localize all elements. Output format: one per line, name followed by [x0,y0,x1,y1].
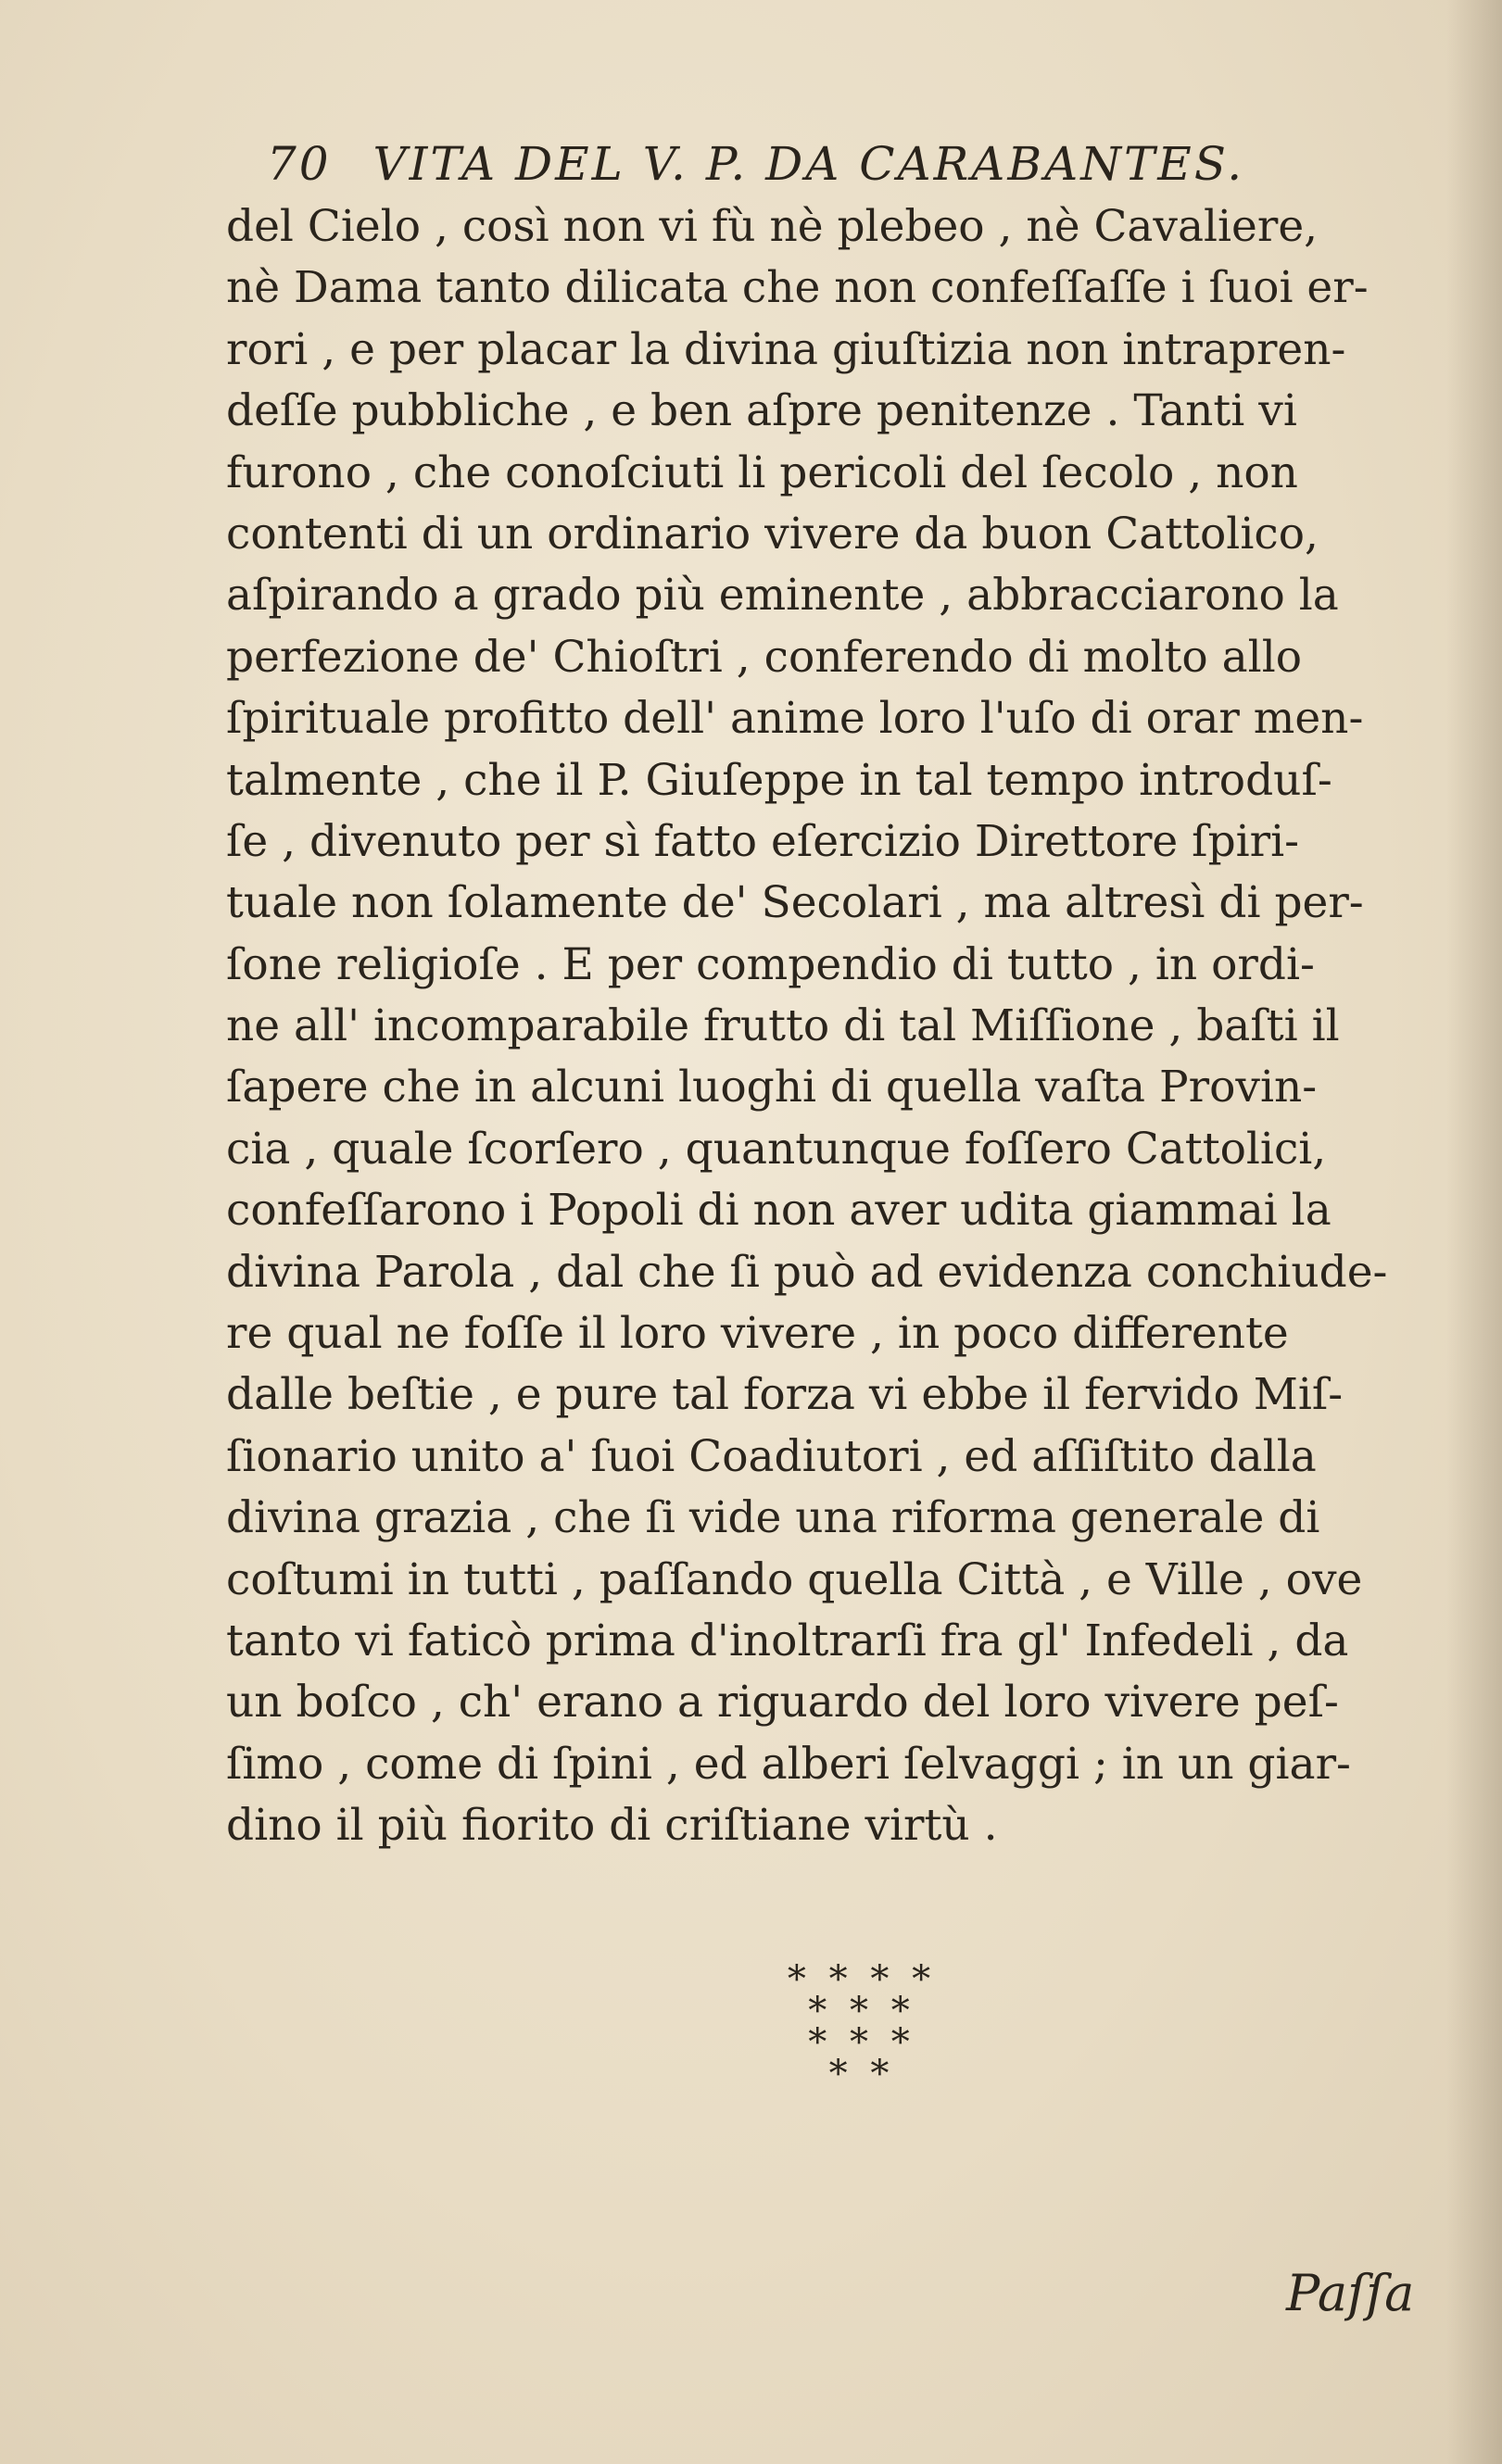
page-number: 70 [267,137,332,191]
text-line: ſionario unito a' ſuoi Coadiutori , ed aſſiſtito dalla [226,1430,1317,1482]
body-text [226,196,1486,1857]
text-line: deſſe pubbliche , e ben aſpre penitenze . Tanti vi [226,385,1297,437]
text-line: talmente , che il P. Giuſeppe in tal tempo introduſ- [226,754,1332,806]
text-line: ſe , divenuto per sì fatto eſercizio Direttore ſpiri- [226,815,1300,867]
running-title: VITA DEL V. P. DA CARABANTES. [372,137,1245,191]
text-line: dalle beſtie , e pure tal forza vi ebbe il fervido Miſ- [226,1369,1344,1421]
text-line: furono , che conoſciuti li pericoli del ſecolo , non [226,446,1298,498]
text-line: tuale non ſolamente de' Secolari , ma altresì di per- [226,877,1364,929]
ornament-row: * * * [808,1990,915,2032]
text-line: contenti di un ordinario vivere da buon Cattolico, [226,508,1319,559]
text-line: un boſco , ch' erano a riguardo del loro vivere peſ- [226,1677,1339,1729]
text-line: confeſſarono i Popoli di non aver udita giammai la [226,1185,1332,1237]
text-line: cia , quale ſcorſero , quantunque foſſero Cattolici, [226,1123,1327,1175]
text-line: ſone religioſe . E per compendio di tutto , in ordi- [226,938,1315,990]
text-line: divina Parola , dal che ſi può ad evidenza conchiude- [226,1246,1388,1298]
text-line: tanto vi faticò prima d'inoltrarſi fra gl' Infedeli , da [226,1615,1349,1666]
text-line: divina grazia , che ſi vide una riforma generale di [226,1492,1320,1544]
text-line: ſimo , come di ſpini , ed alberi ſelvaggi ; in un giar- [226,1738,1351,1790]
text-line: ne all' incomparabile frutto di tal Miſſione , baſti il [226,1000,1340,1052]
text-line: ſpirituale profitto dell' anime loro l'uſo di orar men- [226,693,1364,745]
text-line: perfezione de' Chioſtri , conferendo di molto allo [226,631,1303,683]
text-line: aſpirando a grado più eminente , abbracciarono la [226,570,1339,622]
ornament-row: * * * * [787,1958,937,2001]
text-line: del Cielo , così non vi fù nè plebeo , nè Cavaliere, [226,201,1319,252]
ornament-row: * * [828,2053,895,2095]
text-line: nè Dama tanto dilicata che non confeſſaſſe i ſuoi er- [226,262,1369,314]
text-line: re qual ne foſſe il loro vivere , in poco differente [226,1308,1289,1360]
asterisk-ornament [741,1958,982,2095]
text-line: coſtumi in tutti , paſſando quella Città , e Ville , ove [226,1553,1363,1605]
ornament-row: * * * [808,2021,915,2064]
text-line: ſapere che in alcuni luoghi di quella vaſta Provin- [226,1062,1318,1113]
text-line: dino il più fiorito di criſtiane virtù . [226,1800,998,1852]
text-line: rori , e per placar la divina giuſtizia non intrapren- [226,323,1346,375]
running-header [267,137,1462,196]
catchword: Paſſa [1286,2264,1415,2322]
